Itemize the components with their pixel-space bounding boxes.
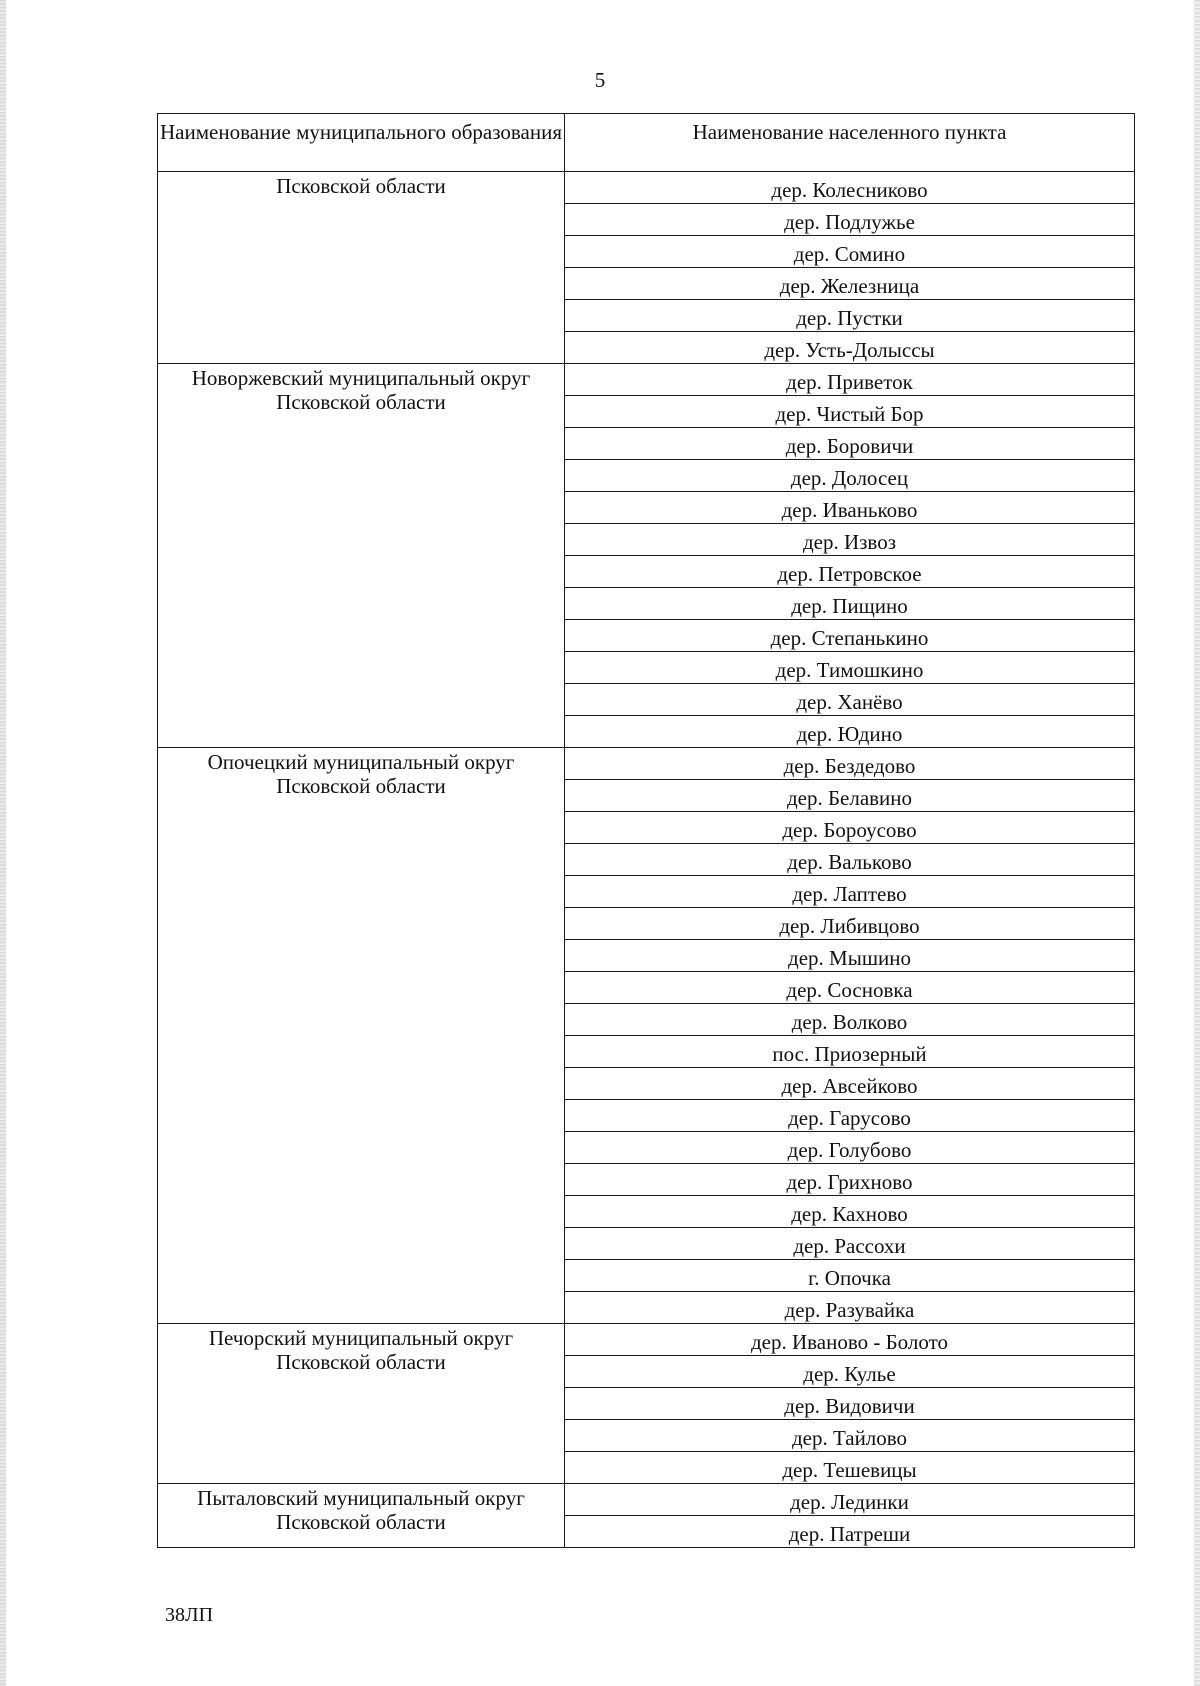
municipality-name: Псковской области bbox=[158, 172, 565, 364]
settlement-name: дер. Мышино bbox=[565, 940, 1135, 972]
settlement-name: дер. Боровичи bbox=[565, 428, 1135, 460]
table-row bbox=[158, 1484, 1135, 1516]
settlement-name: дер. Пищино bbox=[565, 588, 1135, 620]
settlement-name: дер. Разувайка bbox=[565, 1292, 1135, 1324]
settlement-name: дер. Вальково bbox=[565, 844, 1135, 876]
settlement-name: дер. Бездедово bbox=[565, 748, 1135, 780]
settlement-name: г. Опочка bbox=[565, 1260, 1135, 1292]
scan-edge-right bbox=[1194, 0, 1200, 1686]
settlement-name: дер. Петровское bbox=[565, 556, 1135, 588]
scan-edge-left bbox=[0, 0, 6, 1686]
settlement-name: дер. Чистый Бор bbox=[565, 396, 1135, 428]
header-municipality: Наименование муниципального образования bbox=[158, 114, 565, 172]
settlement-name: дер. Колесниково bbox=[565, 172, 1135, 204]
settlement-name: дер. Либивцово bbox=[565, 908, 1135, 940]
settlement-name: дер. Бороусово bbox=[565, 812, 1135, 844]
settlement-name: дер. Грихново bbox=[565, 1164, 1135, 1196]
settlement-name: дер. Авсейково bbox=[565, 1068, 1135, 1100]
settlement-name: дер. Юдино bbox=[565, 716, 1135, 748]
settlement-name: дер. Приветок bbox=[565, 364, 1135, 396]
settlement-name: дер. Тайлово bbox=[565, 1420, 1135, 1452]
municipality-name: Пыталовский муниципальный округ Псковской области bbox=[158, 1484, 565, 1548]
table-header-row bbox=[158, 114, 1135, 172]
settlement-name: дер. Усть-Долыссы bbox=[565, 332, 1135, 364]
settlement-name: дер. Долосец bbox=[565, 460, 1135, 492]
municipality-name: Новоржевский муниципальный округ Псковской области bbox=[158, 364, 565, 748]
settlement-name: дер. Лединки bbox=[565, 1484, 1135, 1516]
settlement-name: дер. Лаптево bbox=[565, 876, 1135, 908]
settlement-name: дер. Гарусово bbox=[565, 1100, 1135, 1132]
table-row bbox=[158, 364, 1135, 396]
table-body bbox=[158, 172, 1135, 1548]
settlement-name: дер. Кахново bbox=[565, 1196, 1135, 1228]
header-settlement: Наименование населенного пункта bbox=[565, 114, 1135, 172]
settlement-name: дер. Кулье bbox=[565, 1356, 1135, 1388]
settlement-name: дер. Иваново - Болото bbox=[565, 1324, 1135, 1356]
municipality-name: Печорский муниципальный округ Псковской области bbox=[158, 1324, 565, 1484]
settlement-name: пос. Приозерный bbox=[565, 1036, 1135, 1068]
document-code: 38ЛП bbox=[165, 1604, 214, 1626]
page-number: 5 bbox=[594, 68, 606, 92]
settlement-name: дер. Пустки bbox=[565, 300, 1135, 332]
settlement-name: дер. Рассохи bbox=[565, 1228, 1135, 1260]
settlement-name: дер. Тешевицы bbox=[565, 1452, 1135, 1484]
settlement-name: дер. Патреши bbox=[565, 1516, 1135, 1548]
table-row bbox=[158, 748, 1135, 780]
settlement-name: дер. Степанькино bbox=[565, 620, 1135, 652]
settlement-name: дер. Голубово bbox=[565, 1132, 1135, 1164]
settlement-name: дер. Белавино bbox=[565, 780, 1135, 812]
settlement-name: дер. Волково bbox=[565, 1004, 1135, 1036]
settlement-name: дер. Сомино bbox=[565, 236, 1135, 268]
settlement-name: дер. Сосновка bbox=[565, 972, 1135, 1004]
settlement-name: дер. Извоз bbox=[565, 524, 1135, 556]
settlements-table bbox=[157, 113, 1135, 1548]
settlement-name: дер. Иваньково bbox=[565, 492, 1135, 524]
settlement-name: дер. Ханёво bbox=[565, 684, 1135, 716]
settlement-name: дер. Видовичи bbox=[565, 1388, 1135, 1420]
municipality-name: Опочецкий муниципальный округ Псковской области bbox=[158, 748, 565, 1324]
settlement-name: дер. Железница bbox=[565, 268, 1135, 300]
settlement-name: дер. Подлужье bbox=[565, 204, 1135, 236]
settlement-name: дер. Тимошкино bbox=[565, 652, 1135, 684]
table-row bbox=[158, 1324, 1135, 1356]
table-row bbox=[158, 172, 1135, 204]
